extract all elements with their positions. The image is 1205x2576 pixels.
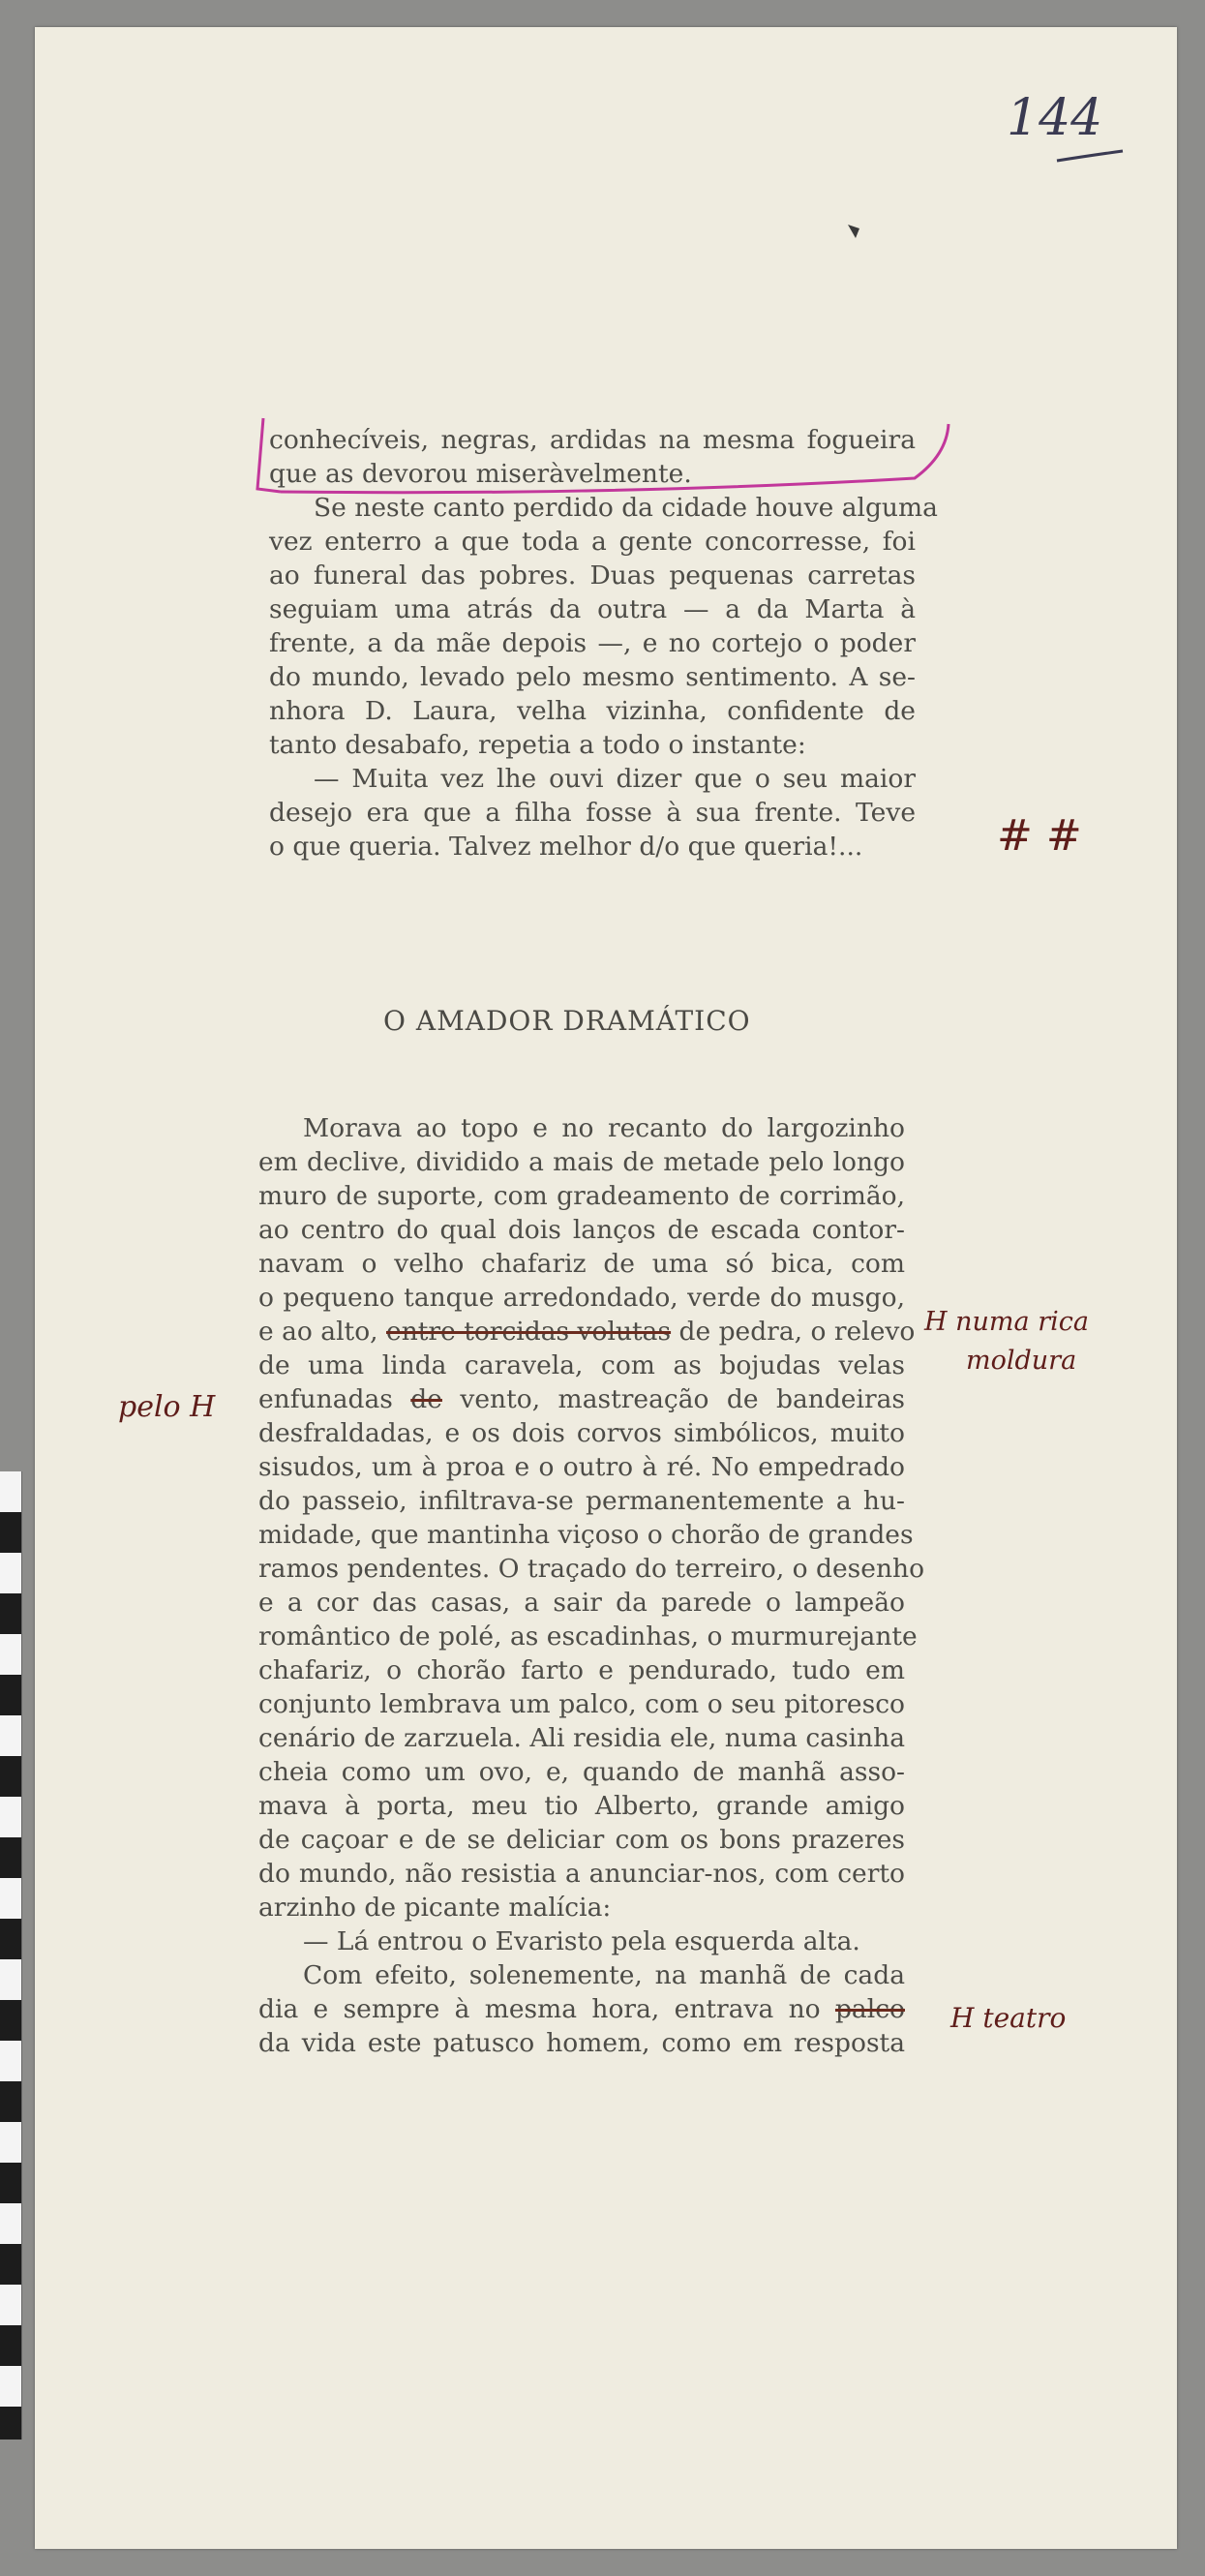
text-line xyxy=(258,1992,905,2026)
text-line: em declive, dividido a mais de metade pelo longo xyxy=(258,1147,905,1177)
chapter-title: O AMADOR DRAMÁTICO xyxy=(383,1005,751,1037)
margin-note-right-1b: moldura xyxy=(966,1346,1077,1376)
struck-text: de xyxy=(410,1384,442,1414)
text-line: romântico de polé, as escadinhas, o murmurejante xyxy=(258,1621,918,1652)
text-line: seguiam uma atrás da outra — a da Marta à xyxy=(269,594,916,624)
text-line: — Muita vez lhe ouvi dizer que o seu maior xyxy=(314,764,916,794)
top-paragraph xyxy=(269,423,938,864)
text-line: do mundo, levado pelo mesmo sentimento. A se- xyxy=(269,662,916,692)
text-fragment: enfunadas xyxy=(258,1384,411,1414)
text-line: cenário de zarzuela. Ali residia ele, numa casinha xyxy=(258,1723,905,1753)
text-line: desejo era que a filha fosse à sua frente. Teve xyxy=(269,798,916,828)
text-line: sisudos, um à proa e o outro à ré. No empedrado xyxy=(258,1452,905,1482)
text-line: o pequeno tanque arredondado, verde do musgo, xyxy=(258,1283,905,1313)
margin-note-right-2: H teatro xyxy=(950,2002,1067,2034)
text-line: arzinho de picante malícia: xyxy=(258,1893,612,1923)
struck-text: palco xyxy=(834,1994,905,2024)
text-line: frente, a da mãe depois —, e no cortejo o poder xyxy=(269,628,916,658)
text-fragment: vento, mastreação de bandeiras xyxy=(441,1384,906,1414)
text-fragment: de pedra, o relevo xyxy=(671,1317,916,1347)
text-line: de uma linda caravela, com as bojudas velas xyxy=(258,1350,905,1380)
hash-mark-annotation: # # xyxy=(997,811,1082,861)
text-line: ao funeral das pobres. Duas pequenas carretas xyxy=(269,561,916,591)
text-line: que as devorou miseràvelmente. xyxy=(269,459,692,489)
text-line: do mundo, não resistia a anunciar-nos, com certo xyxy=(258,1859,905,1889)
text-line: Se neste canto perdido da cidade houve alguma xyxy=(314,493,938,523)
text-line: da vida este patusco homem, como em resposta xyxy=(258,2028,905,2058)
text-line: chafariz, o chorão farto e pendurado, tudo em xyxy=(258,1655,905,1685)
text-line: Morava ao topo e no recanto do largozinho xyxy=(303,1113,905,1143)
text-line: e a cor das casas, a sair da parede o lampeão xyxy=(258,1588,905,1618)
text-line: Com efeito, solenemente, na manhã de cada xyxy=(303,1960,905,1990)
margin-note-right-1: H numa rica xyxy=(924,1307,1089,1337)
text-line: ramos pendentes. O traçado do terreiro, o desenho xyxy=(258,1554,925,1584)
text-line: nhora D. Laura, velha vizinha, confidente de xyxy=(269,696,916,726)
text-line: — Lá entrou o Evaristo pela esquerda alta. xyxy=(303,1926,860,1956)
margin-note-left: pelo H xyxy=(118,1390,216,1424)
text-line: cheia como um ovo, e, quando de manhã asso- xyxy=(258,1757,905,1787)
text-line: navam o velho chafariz de uma só bica, com xyxy=(258,1249,905,1279)
text-line: desfraldadas, e os dois corvos simbólicos, muito xyxy=(258,1418,905,1448)
text-line: conhecíveis, negras, ardidas na mesma fogueira xyxy=(269,425,916,455)
page-number: 144 xyxy=(1007,89,1103,147)
body-paragraph xyxy=(258,1111,925,2060)
text-line: do passeio, infiltrava-se permanentemente a hu- xyxy=(258,1486,905,1516)
text-line: muro de suporte, com gradeamento de corrimão, xyxy=(258,1181,905,1211)
text-line xyxy=(258,1382,905,1416)
text-fragment: dia e sempre à mesma hora, entrava no xyxy=(258,1994,835,2024)
text-line: ao centro do qual dois lanços de escada contor- xyxy=(258,1215,905,1245)
scale-ruler xyxy=(0,1471,22,2440)
text-line: mava à porta, meu tio Alberto, grande amigo xyxy=(258,1791,905,1821)
struck-text: entre torcidas volutas xyxy=(386,1317,672,1347)
text-line: o que queria. Talvez melhor d/o que queria!... xyxy=(269,832,863,862)
text-line xyxy=(258,1315,916,1349)
text-line: midade, que mantinha viçoso o chorão de grandes xyxy=(258,1520,914,1550)
text-line: tanto desabafo, repetia a todo o instante: xyxy=(269,730,806,760)
text-line: conjunto lembrava um palco, com o seu pitoresco xyxy=(258,1689,905,1719)
text-line: vez enterro a que toda a gente concorresse, foi xyxy=(269,527,916,557)
text-line: de caçoar e de se deliciar com os bons prazeres xyxy=(258,1825,905,1855)
text-fragment: e ao alto, xyxy=(258,1317,387,1347)
